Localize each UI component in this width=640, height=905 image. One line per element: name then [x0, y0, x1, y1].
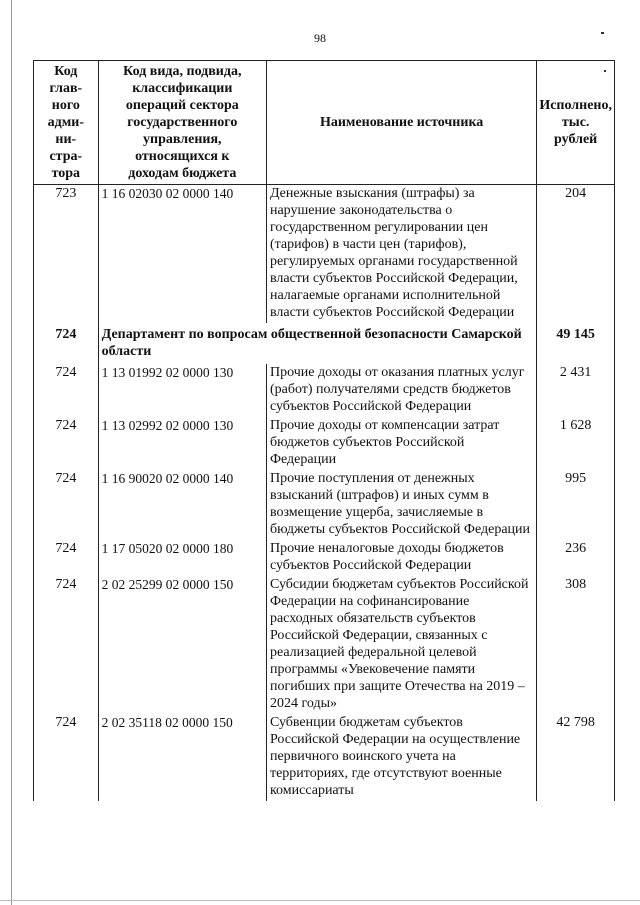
- admin-code: 724: [34, 576, 99, 714]
- amount-executed: 995: [537, 470, 615, 540]
- department-total: 49 145: [537, 323, 615, 364]
- classification-code: 2 02 35118 02 0000 150: [98, 714, 266, 801]
- table-row: [34, 470, 615, 540]
- source-name: Субвенции бюджетам субъектов Российской Федерации на осуществление первичного воинского учета на территориях, где отсутствуют военные комиссариаты: [266, 714, 536, 801]
- amount-executed: 204: [537, 185, 615, 324]
- table-row: [34, 576, 615, 714]
- amount-executed: 308: [537, 576, 615, 714]
- source-name: Денежные взыскания (штрафы) за нарушение законодательства о государственном регулировании цен (тарифов) в части цен (тарифов), регулируемых органами государственной власти субъектов Российской Федерации, налагаемые органами исполнительной власти субъектов Российской Федерации: [266, 185, 536, 324]
- scan-bottom-edge: [0, 900, 640, 901]
- amount-executed: 1 628: [537, 417, 615, 470]
- scan-left-edge: [11, 0, 12, 905]
- revenue-table: [33, 60, 615, 801]
- classification-code: 2 02 25299 02 0000 150: [98, 576, 266, 714]
- amount-executed: 42 798: [537, 714, 615, 801]
- classification-code: 1 13 01992 02 0000 130: [98, 364, 266, 417]
- source-name: Прочие доходы от компенсации затрат бюджетов субъектов Российской Федерации: [266, 417, 536, 470]
- table-row: [34, 714, 615, 801]
- table-row: [34, 417, 615, 470]
- table-row: [34, 185, 615, 324]
- amount-executed: 236: [537, 540, 615, 576]
- header-source-name: Наименование источника: [266, 61, 536, 185]
- header-classification-code: Код вида, подвида, классификации операций сектора государственного управления, относящихся к доходам бюджета: [98, 61, 266, 185]
- admin-code: 724: [34, 540, 99, 576]
- classification-code: 1 16 02030 02 0000 140: [98, 185, 266, 324]
- classification-code: 1 16 90020 02 0000 140: [98, 470, 266, 540]
- source-name: Прочие поступления от денежных взысканий (штрафов) и иных сумм в возмещение ущерба, зачисляемые в бюджеты субъектов Российской Федерации: [266, 470, 536, 540]
- table-header-row: [34, 61, 615, 185]
- admin-code: 724: [34, 323, 99, 364]
- admin-code: 723: [34, 185, 99, 324]
- admin-code: 724: [34, 364, 99, 417]
- page-number: 98: [314, 31, 326, 45]
- source-name: Прочие доходы от оказания платных услуг (работ) получателями средств бюджетов субъектов Российской Федерации: [266, 364, 536, 417]
- header-admin-code: Код глав- ного адми- ни- стра- тора: [34, 61, 99, 185]
- admin-code: 724: [34, 417, 99, 470]
- classification-code: 1 13 02992 02 0000 130: [98, 417, 266, 470]
- table-row: [34, 540, 615, 576]
- admin-code: 724: [34, 714, 99, 801]
- amount-executed: 2 431: [537, 364, 615, 417]
- table-row: [34, 364, 615, 417]
- classification-code: 1 17 05020 02 0000 180: [98, 540, 266, 576]
- department-name: Департамент по вопросам общественной безопасности Самарской области: [98, 323, 537, 364]
- admin-code: 724: [34, 470, 99, 540]
- source-name: Субсидии бюджетам субъектов Российской Федерации на софинансирование расходных обязательств субъектов Российской Федерации, связанных с реализацией федеральной целевой программы «Увековечение памяти погибших при защите Отечества на 2019 – 2024 годы»: [266, 576, 536, 714]
- source-name: Прочие неналоговые доходы бюджетов субъектов Российской Федерации: [266, 540, 536, 576]
- department-row: [34, 323, 615, 364]
- header-amount: Исполнено, тыс. рублей: [537, 61, 615, 185]
